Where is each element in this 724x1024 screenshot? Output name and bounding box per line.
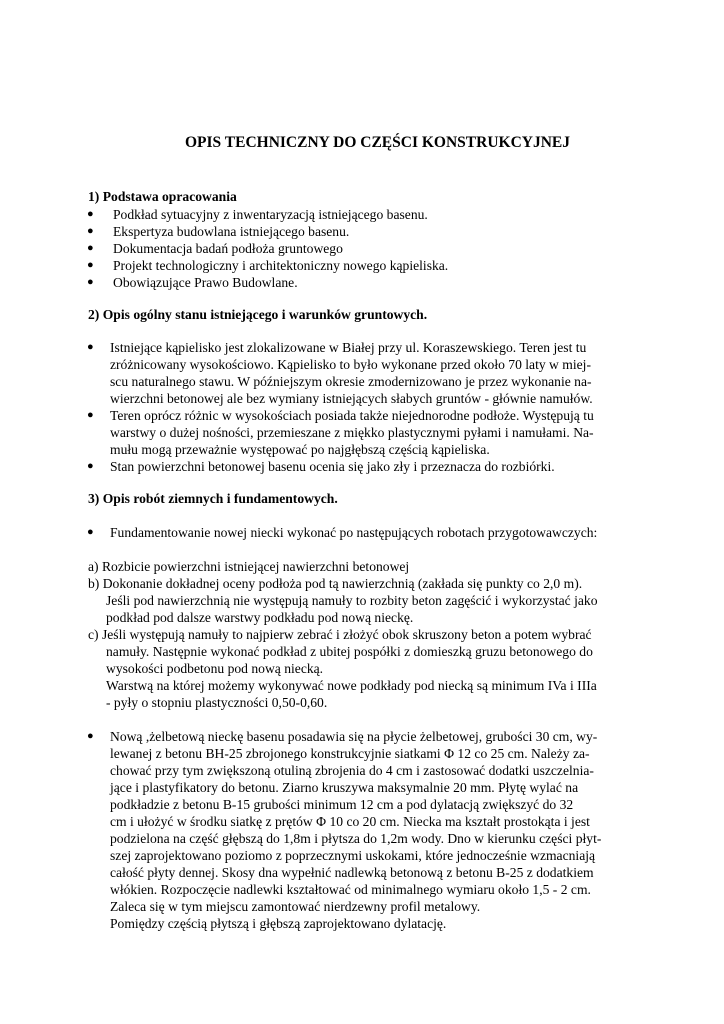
paragraph-line: Nową ,żelbetową nieckę basenu posadawia się na płycie żelbetowej, grubości 30 cm, wy- <box>110 729 598 744</box>
paragraph-line: namuły. Następnie wykonać podkład z ubitej pospółki z domieszką gruzu betonowego do <box>106 644 593 659</box>
bullet-icon: ● <box>87 409 94 421</box>
paragraph-line: zróżnicowany wysokościowo. Kąpielisko to było wykonane przed około 70 laty w miej- <box>110 357 591 372</box>
paragraph-line: podzielona na część głębszą do 1,8m i płytsza do 1,2m wody. Dno w kierunku części płyt- <box>110 831 602 846</box>
list-item-b: b) Dokonanie dokładnej oceny podłoża pod tą nawierzchnią (zakłada się punkty co 2,0 m). <box>88 576 583 591</box>
paragraph-line: szej zaprojektowano poziomo z poprzecznymi uskokami, które jednocześnie wzmacniają <box>110 848 596 863</box>
paragraph-line: cm i ułożyć w środku siatkę z prętów Φ 10 co 20 cm. Niecka ma kształt prostokąta i jest <box>110 814 590 829</box>
paragraph-line: warstwy o dużej nośności, przemieszane z miękko plastycznymi pyłami i namułami. Na- <box>110 425 594 440</box>
bullet-icon: ● <box>87 526 94 538</box>
bullet-icon: ● <box>87 276 94 288</box>
list-item: Podkład sytuacyjny z inwentaryzacją istniejącego basenu. <box>113 207 428 222</box>
paragraph-line: włókien. Rozpoczęcie nadlewki kształtować od minimalnego wymiaru około 1,5 - 2 cm. <box>110 882 591 897</box>
list-item: Projekt technologiczny i architektoniczny nowego kąpieliska. <box>113 258 449 273</box>
list-item: Obowiązujące Prawo Budowlane. <box>113 275 298 290</box>
section-1-heading: 1) Podstawa opracowania <box>88 189 237 204</box>
list-item: Dokumentacja badań podłoża gruntowego <box>113 241 343 256</box>
paragraph-line: - pyły o stopniu plastyczności 0,50-0,60. <box>106 695 328 710</box>
section-3-heading: 3) Opis robót ziemnych i fundamentowych. <box>88 491 338 506</box>
bullet-icon: ● <box>87 460 94 472</box>
bullet-icon: ● <box>87 242 94 254</box>
paragraph-line: podkładzie z betonu B-15 grubości minimum 12 cm a pod dylatacją zwiększyć do 32 <box>110 797 574 812</box>
paragraph-line: Istniejące kąpielisko jest zlokalizowane w Białej przy ul. Koraszewskiego. Teren jest tu <box>110 340 587 355</box>
list-item-a: a) Rozbicie powierzchni istniejącej nawierzchni betonowej <box>88 559 410 574</box>
paragraph-line: Pomiędzy częścią płytszą i głębszą zaprojektowano dylatację. <box>110 916 447 931</box>
paragraph-line: Warstwą na której możemy wykonywać nowe podkłady pod niecką są minimum IVa i IIIa <box>106 678 597 693</box>
list-item: Ekspertyza budowlana istniejącego basenu. <box>113 224 350 239</box>
bullet-icon: ● <box>87 730 94 742</box>
section-2-heading: 2) Opis ogólny stanu istniejącego i warunków gruntowych. <box>88 307 428 322</box>
bullet-icon: ● <box>87 259 94 271</box>
paragraph-line: wysokości podbetonu pod nową niecką. <box>106 661 324 676</box>
bullet-icon: ● <box>87 225 94 237</box>
paragraph-line: lewanej z betonu BH-25 zbrojonego konstrukcyjnie siatkami Φ 12 co 25 cm. Należy za- <box>110 746 590 761</box>
paragraph-line: Teren oprócz różnic w wysokościach posiada także niejednorodne podłoże. Występują tu <box>110 408 594 423</box>
paragraph-line: wierzchni betonowej ale bez wymiany istniejących słabych gruntów - głównie namułów. <box>110 391 593 406</box>
list-item-c: c) Jeśli występują namuły to najpierw zebrać i złożyć obok skruszony beton a potem wybrać <box>88 627 592 642</box>
paragraph-line: Jeśli pod nawierzchnią nie występują namuły to rozbity beton zagęścić i wykorzystać jako <box>106 593 598 608</box>
paragraph-line: jące i plastyfikatory do betonu. Ziarno kruszywa maksymalnie 20 mm. Płytę wylać na <box>110 780 579 795</box>
paragraph-line: podkład pod dalsze warstwy podkładu pod nową nieckę. <box>106 610 414 625</box>
paragraph-line: całość płyty dennej. Skosy dna wypełnić nadlewką betonową z betonu B-25 z dodatkiem <box>110 865 594 880</box>
document-title: OPIS TECHNICZNY DO CZĘŚCI KONSTRUKCYJNEJ <box>185 134 570 151</box>
bullet-icon: ● <box>87 208 94 220</box>
bullet-icon: ● <box>87 341 94 353</box>
paragraph-line: scu naturalnego stawu. W późniejszym okresie zmodernizowano je przez wykonanie na- <box>110 374 592 389</box>
paragraph-line: mułu mogą przeważnie występować po najgłębszą częścią kąpieliska. <box>110 442 490 457</box>
paragraph-line: chować przy tym zwiększoną otuliną zbrojenia do 4 cm i zastosować dodatki uszczelnia- <box>110 763 594 778</box>
paragraph-line: Stan powierzchni betonowej basenu ocenia się jako zły i przeznacza do rozbiórki. <box>110 459 555 474</box>
paragraph-line: Zaleca się w tym miejscu zamontować nierdzewny profil metalowy. <box>110 899 481 914</box>
paragraph-line: Fundamentowanie nowej niecki wykonać po następujących robotach przygotowawczych: <box>110 525 598 540</box>
